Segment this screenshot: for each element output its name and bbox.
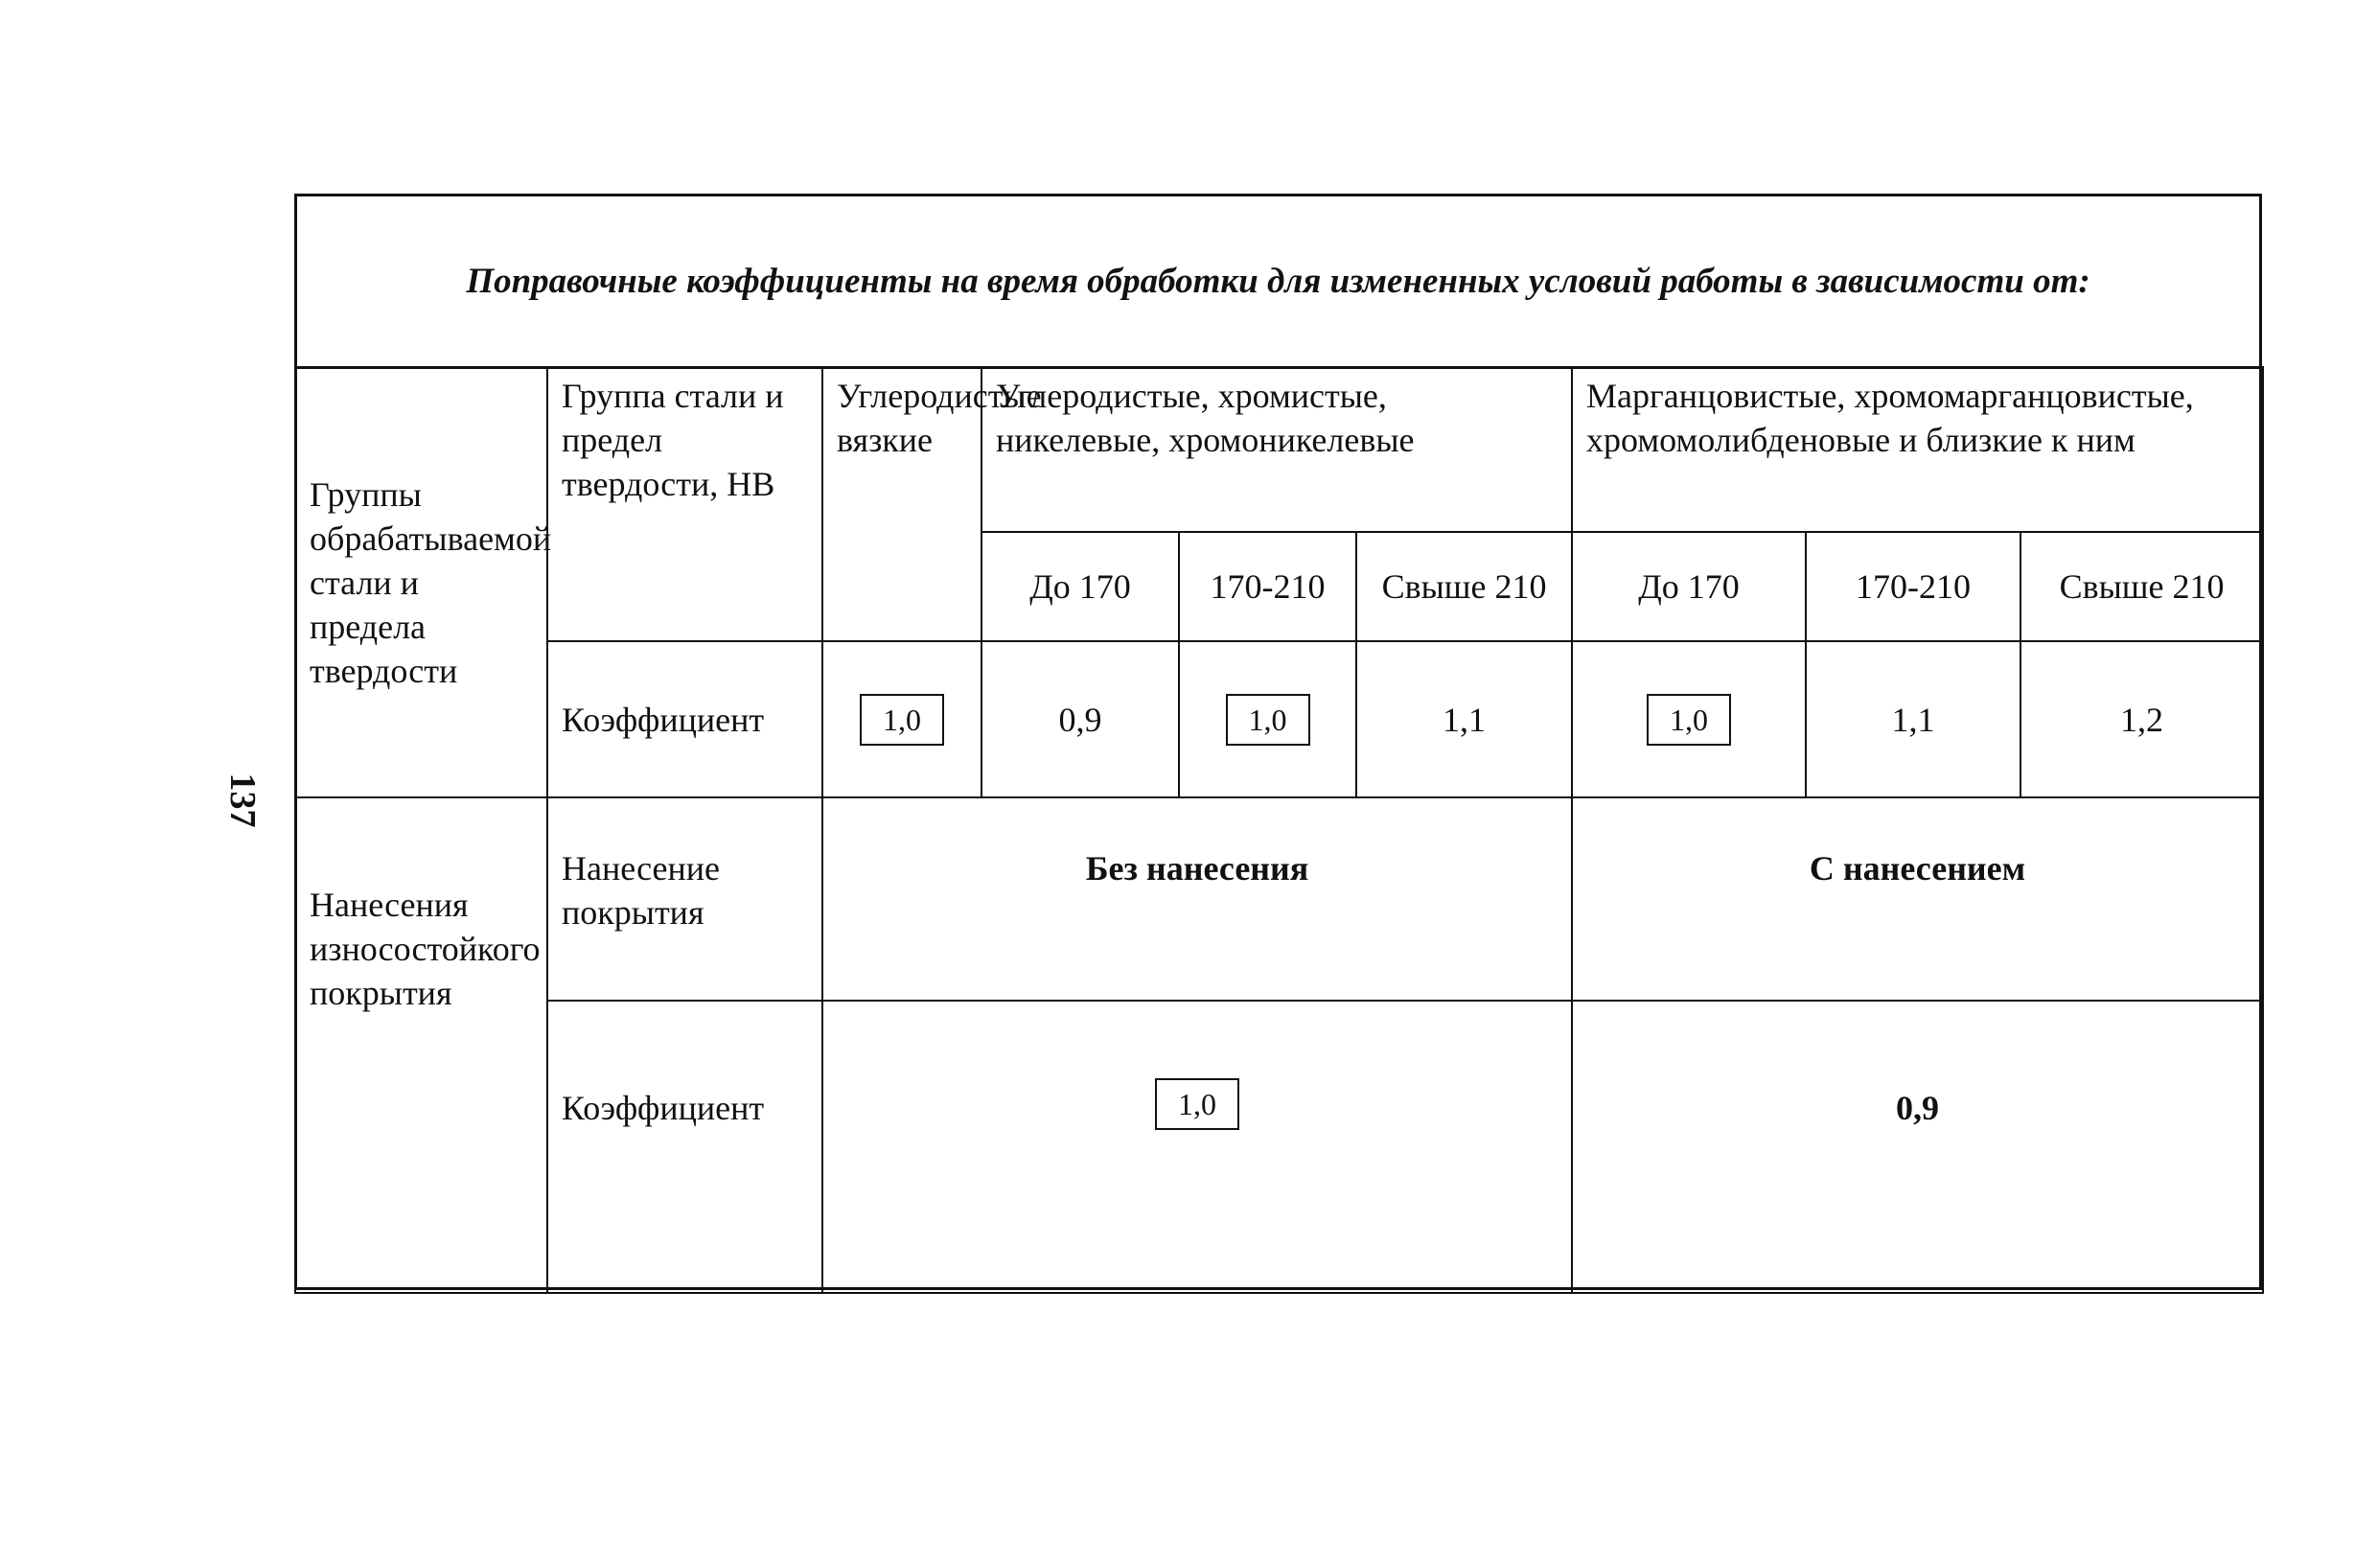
coef-cell-1 (822, 641, 981, 797)
coating-coef-with-value: 0,9 (1896, 1089, 1940, 1127)
coef-cell-3 (1179, 641, 1356, 797)
coef-value-boxed: 1,0 (860, 694, 944, 746)
steel-group-row-header: Группа стали и предел твердости, НВ (547, 367, 822, 641)
steel-group-section-label (295, 367, 552, 797)
coating-option-without-text: Без нанесения (1085, 849, 1309, 888)
coef-cell-6: 1,1 (1806, 641, 2020, 797)
page-number: 137 (222, 772, 263, 828)
range-b-2: 170-210 (1806, 532, 2020, 641)
range-a-2: 170-210 (1179, 532, 1356, 641)
range-b-3: Свыше 210 (2020, 532, 2263, 641)
range-a-1: До 170 (981, 532, 1179, 641)
table-row (295, 1001, 2263, 1293)
coef-cell-7: 1,2 (2020, 641, 2263, 797)
coef-cell-5 (1572, 641, 1806, 797)
coefficients-table (294, 366, 2264, 1294)
range-a-3: Свыше 210 (1356, 532, 1572, 641)
group-a-header: Углеродистые, хромистые, никелевые, хромоникелевые (981, 367, 1572, 532)
coef-cell-2: 0,9 (981, 641, 1179, 797)
coating-coef-with-cell (1572, 1001, 2263, 1293)
coating-option-with-text: С нанесением (1809, 849, 2026, 888)
carbon-viscous-header: Углеродистые вязкие (822, 367, 981, 641)
coating-section-label-text: Нанесения износостойкого покрытия (310, 886, 541, 1012)
coef-value-boxed: 1,0 (1647, 694, 1731, 746)
coef-label-1: Коэффициент (547, 641, 822, 797)
table-title-box (297, 196, 2259, 369)
coef-value-boxed: 1,0 (1226, 694, 1310, 746)
table-row (295, 641, 2263, 797)
table-title: Поправочные коэффициенты на время обработки для измененных условий работы в зависимости от: (466, 262, 2090, 301)
coating-section-label (295, 797, 547, 1293)
coef-label-2: Коэффициент (547, 1001, 822, 1293)
coef-value-boxed: 1,0 (1155, 1078, 1239, 1130)
table-row (295, 797, 2263, 1001)
coef-cell-4: 1,1 (1356, 641, 1572, 797)
coefficients-table-frame (294, 194, 2262, 1290)
coating-coef-without-cell (822, 1001, 1572, 1293)
group-b-header: Марганцовистые, хромомарганцовистые, хромомолибденовые и близкие к ним (1572, 367, 2263, 532)
steel-group-section-label-text: Группы обрабатываемой стали и предела твердости (310, 474, 552, 690)
table-row (295, 367, 2263, 532)
coating-row-header: Нанесение покрытия (547, 797, 822, 1001)
range-b-1: До 170 (1572, 532, 1806, 641)
coating-option-without (822, 797, 1572, 1001)
coating-option-with (1572, 797, 2263, 1001)
